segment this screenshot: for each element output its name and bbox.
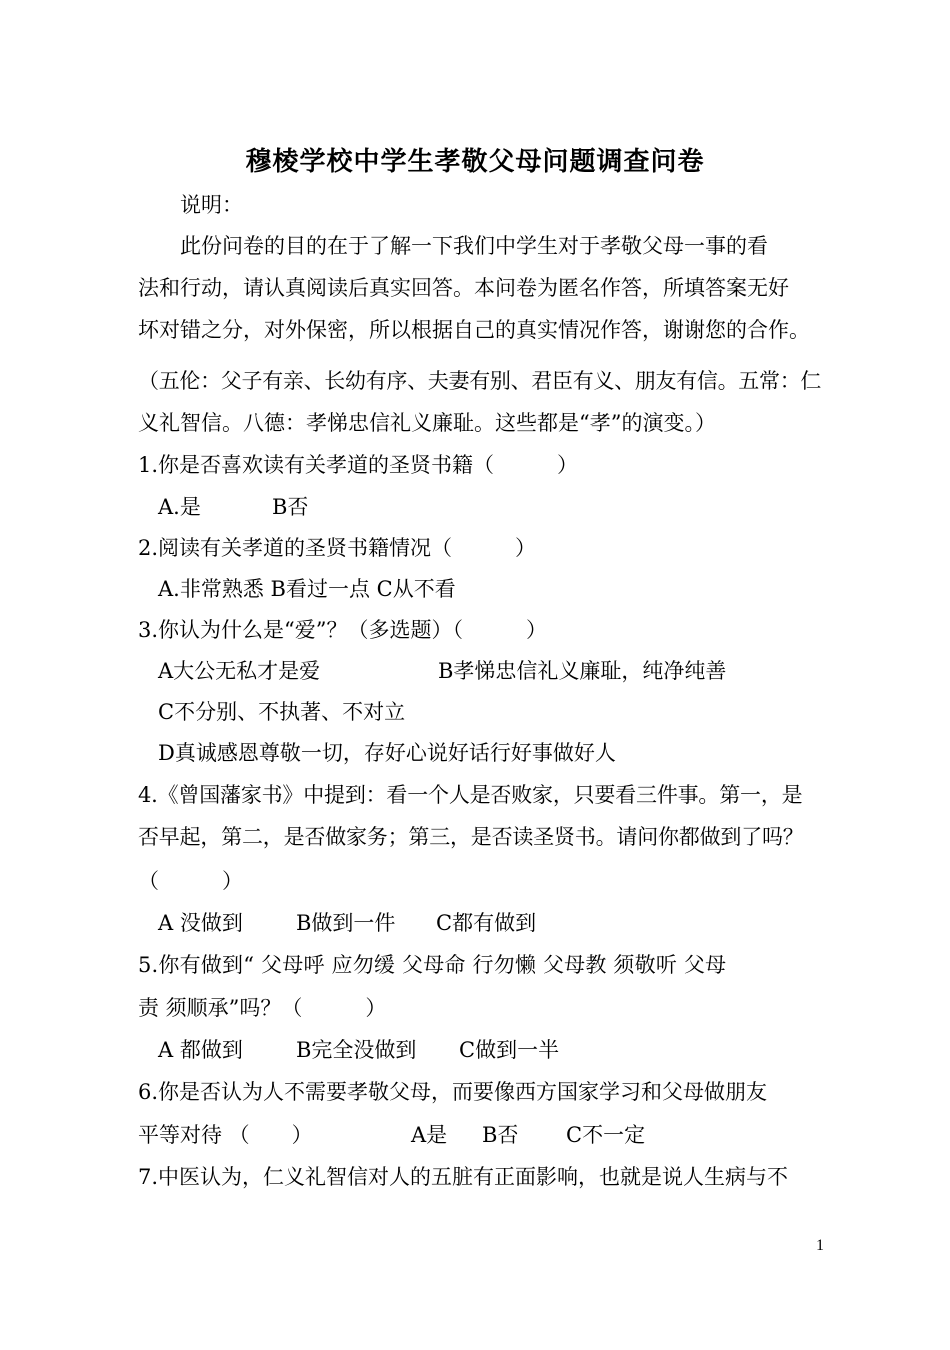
q4-line-2: 否早起，第二，是否做家务；第三，是否读圣贤书。请问你都做到了吗？	[138, 825, 804, 849]
intro-line-1: 此份问卷的目的在于了解一下我们中学生对于孝敬父母一事的看	[180, 234, 768, 258]
q6-option-a: A是	[411, 1123, 448, 1147]
q3-option-d: D真诚感恩尊敬一切，存好心说好话行好事做好人	[158, 741, 616, 765]
intro-line-3: 坏对错之分，对外保密，所以根据自己的真实情况作答，谢谢您的合作。	[138, 318, 810, 342]
q3-option-a: A大公无私才是爱	[158, 659, 321, 683]
q7-line-1: 7.中医认为，仁义礼智信对人的五脏有正面影响，也就是说人生病与不	[138, 1165, 789, 1189]
q4-option-b: B做到一件	[296, 911, 396, 935]
q6-option-c: C不一定	[566, 1123, 646, 1147]
page-title: 穆棱学校中学生孝敬父母问题调查问卷	[245, 147, 705, 177]
intro-label: 说明：	[180, 193, 243, 217]
q3-option-c: C不分别、不执著、不对立	[158, 700, 406, 724]
intro-line-2: 法和行动，请认真阅读后真实回答。本问卷为匿名作答，所填答案无好	[138, 276, 789, 300]
q3-text: 3.你认为什么是“爱”？（多选题）（ ）	[138, 618, 548, 642]
intro-line-5: 义礼智信。八德：孝悌忠信礼义廉耻。这些都是“孝”的演变。）	[138, 411, 716, 435]
q2-options: A.非常熟悉 B看过一点 C从不看	[158, 577, 456, 601]
q5-option-b: B完全没做到	[296, 1038, 417, 1062]
q3-option-b: B孝悌忠信礼义廉耻，纯净纯善	[438, 659, 727, 683]
q1-option-b: B否	[272, 495, 309, 519]
q5-line-2: 责 须顺承”吗？（ ）	[138, 996, 387, 1020]
q5-option-a: A 都做到	[158, 1038, 243, 1062]
q4-line-1: 4.《曾国藩家书》中提到：看一个人是否败家，只要看三件事。第一，是	[138, 783, 803, 807]
q6-option-b: B否	[482, 1123, 519, 1147]
intro-line-4: （五伦：父子有亲、长幼有序、夫妻有别、君臣有义、朋友有信。五常：仁	[138, 369, 822, 393]
q5-line-1: 5.你有做到“ 父母呼 应勿缓 父母命 行勿懒 父母教 须敬听 父母	[138, 953, 727, 977]
q1-text: 1.你是否喜欢读有关孝道的圣贤书籍（ ）	[138, 453, 579, 477]
q1-option-a: A.是	[158, 495, 201, 519]
q2-text: 2.阅读有关孝道的圣贤书籍情况（ ）	[138, 536, 537, 560]
q4-option-a: A 没做到	[158, 911, 243, 935]
q6-line-1: 6.你是否认为人不需要孝敬父母，而要像西方国家学习和父母做朋友	[138, 1080, 768, 1104]
page-number: 1	[816, 1237, 824, 1254]
q4-option-c: C都有做到	[436, 911, 537, 935]
q5-option-c: C做到一半	[459, 1038, 560, 1062]
q4-line-3: （ ）	[138, 869, 243, 893]
q6-line-2: 平等对待 （ ）	[138, 1123, 313, 1147]
